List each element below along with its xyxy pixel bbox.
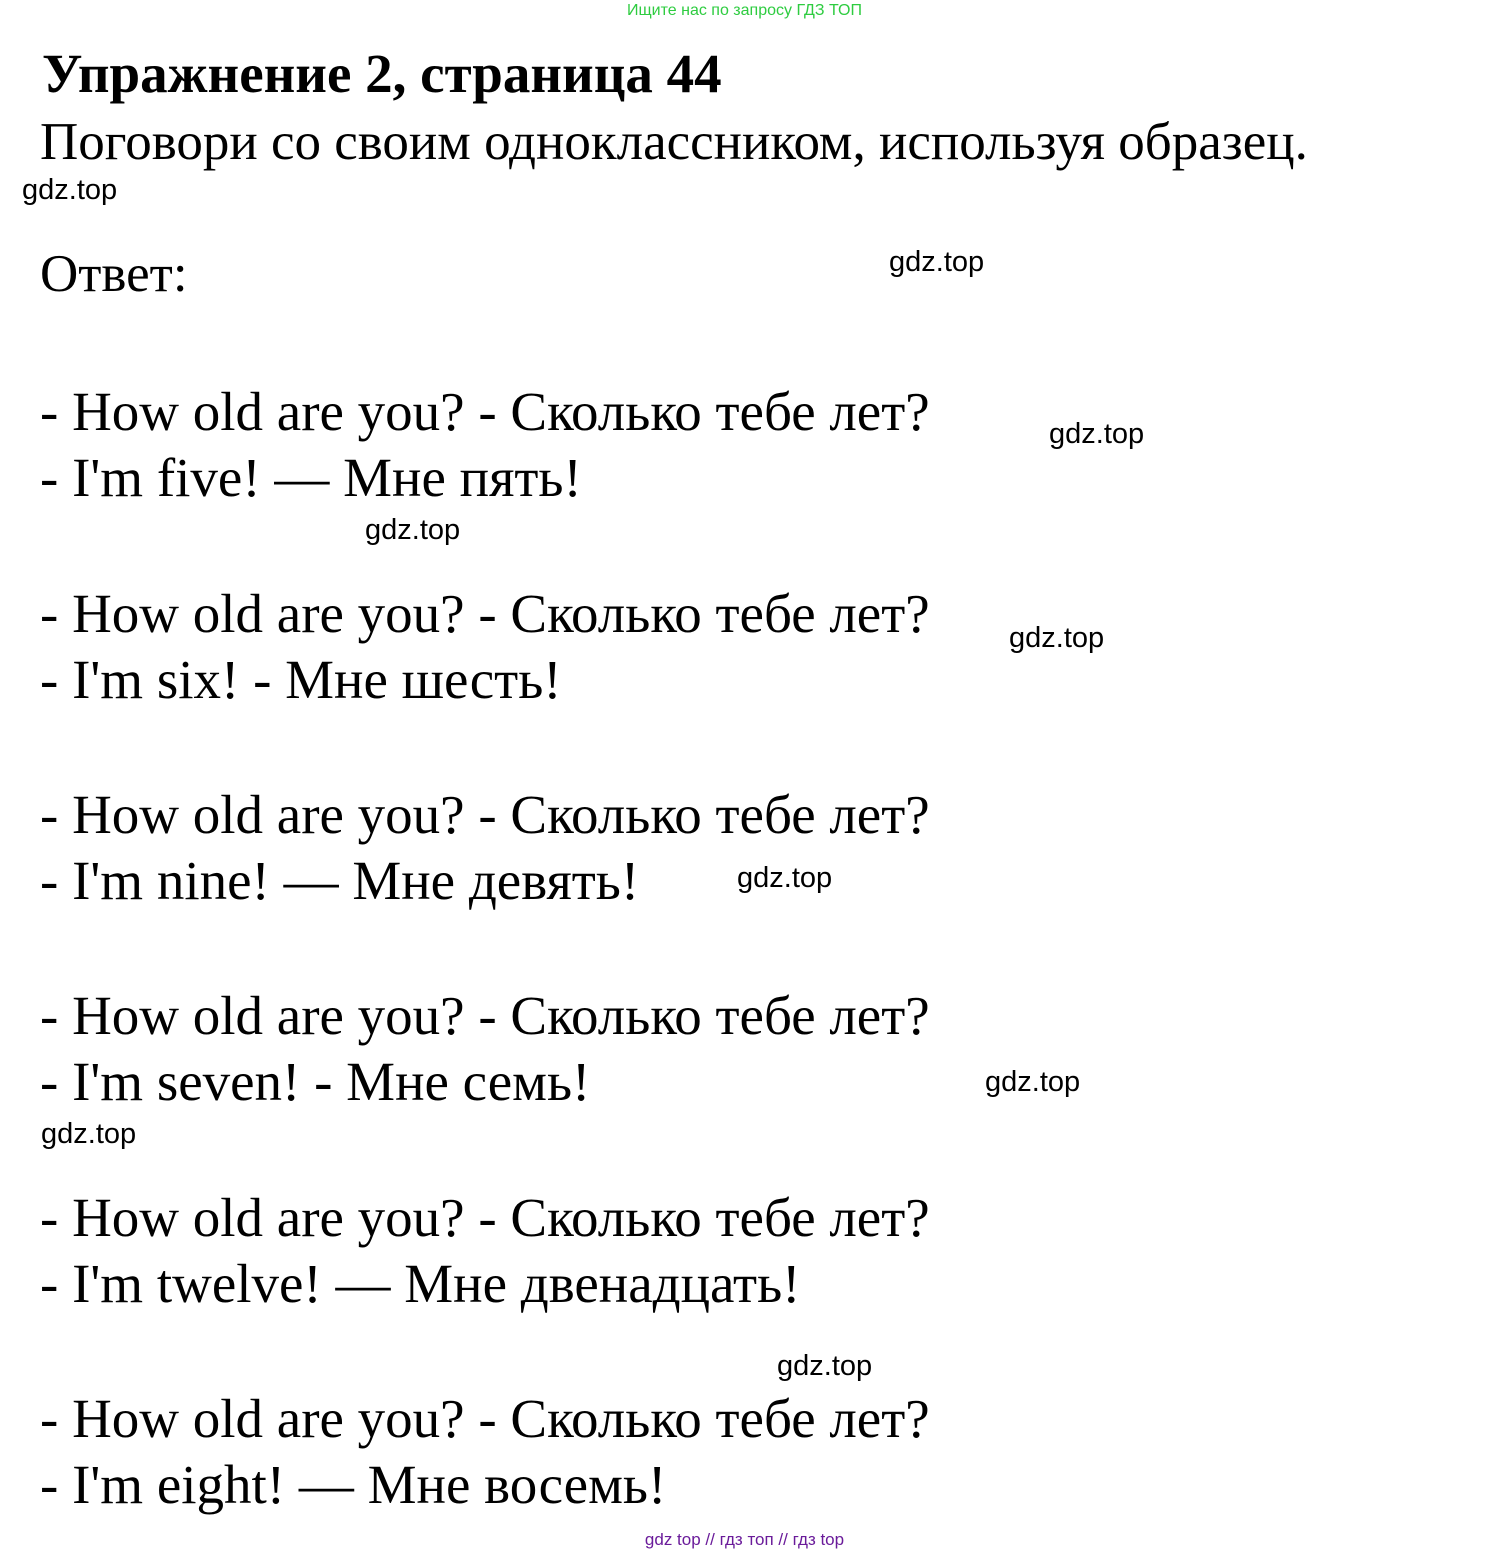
- dialogue-3-question: - How old are you? - Сколько тебе лет?: [40, 784, 930, 845]
- dialogue-5-answer: - I'm twelve! — Мне двенадцать!: [40, 1253, 801, 1314]
- watermark: gdz.top: [22, 174, 118, 206]
- dialogue-4-answer: - I'm seven! - Мне семь!: [40, 1051, 591, 1112]
- watermark: gdz.top: [777, 1350, 873, 1382]
- dialogue-2-answer: - I'm six! - Мне шесть!: [40, 649, 562, 710]
- exercise-title: Упражнение 2, страница 44: [42, 43, 722, 104]
- top-search-note: Ищите нас по запросу ГДЗ ТОП: [627, 2, 862, 19]
- footer-links: gdz top // гдз топ // гдз top: [644, 1530, 845, 1549]
- watermark: gdz.top: [365, 514, 461, 546]
- watermark: gdz.top: [1009, 622, 1105, 654]
- dialogue-1-answer: - I'm five! — Мне пять!: [40, 447, 582, 508]
- dialogue-6-question: - How old are you? - Сколько тебе лет?: [40, 1388, 930, 1449]
- dialogue-6-answer: - I'm eight! — Мне восемь!: [40, 1454, 667, 1515]
- watermark: gdz.top: [889, 246, 985, 278]
- watermark: gdz.top: [737, 862, 833, 894]
- watermark: gdz.top: [1049, 418, 1145, 450]
- watermark: gdz.top: [985, 1066, 1081, 1098]
- dialogue-4-question: - How old are you? - Сколько тебе лет?: [40, 985, 930, 1046]
- answer-label: Ответ:: [40, 245, 188, 303]
- dialogue-2-question: - How old are you? - Сколько тебе лет?: [40, 583, 930, 644]
- watermark: gdz.top: [41, 1118, 137, 1150]
- dialogue-3-answer: - I'm nine! — Мне девять!: [40, 850, 640, 911]
- dialogue-1-question: - How old are you? - Сколько тебе лет?: [40, 381, 930, 442]
- dialogue-5-question: - How old are you? - Сколько тебе лет?: [40, 1187, 930, 1248]
- task-text: Поговори со своим одноклассником, используя образец.: [40, 113, 1308, 171]
